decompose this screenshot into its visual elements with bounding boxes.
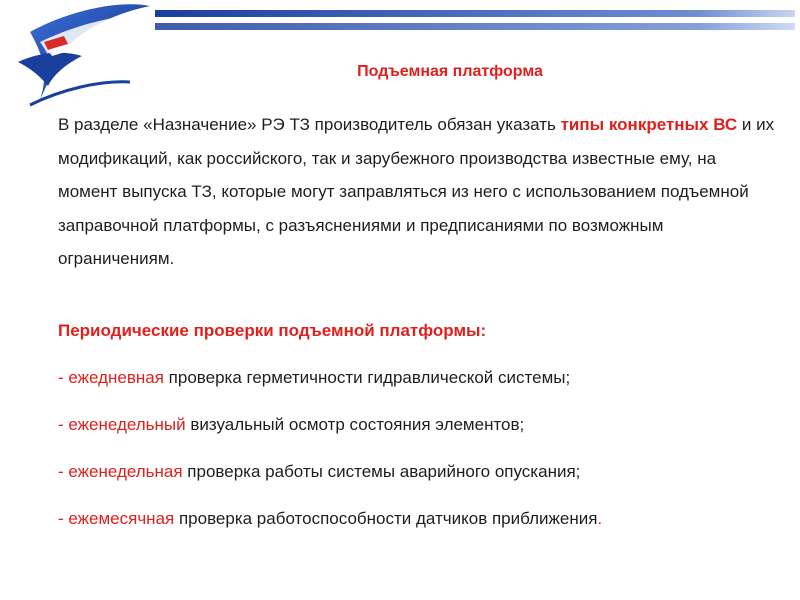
check-description: проверка работы системы аварийного опускания; (182, 462, 581, 481)
check-frequency: - ежемесячная (58, 509, 175, 528)
page-title: Подъемная платформа (357, 63, 543, 80)
intro-text-2: и их модификаций, как российского, так и зарубежного производства известные ему, на момент выпуска ТЗ, которые могут заправляться из него с использованием подъемной заправочной платформы, с разъяснениями и предписаниями по возможным ограничениям. (58, 115, 775, 268)
check-item-monthly (58, 507, 602, 531)
check-item-daily (58, 366, 570, 390)
check-frequency: - еженедельный (58, 415, 186, 434)
intro-highlight: типы конкретных ВС (560, 115, 738, 134)
check-end-mark: . (597, 509, 603, 528)
check-frequency: - еженедельная (58, 462, 183, 481)
check-item-weekly-visual (58, 413, 524, 437)
check-description: проверка работоспособности датчиков приближения (174, 509, 598, 528)
checks-heading: Периодические проверки подъемной платформы: (58, 321, 487, 340)
check-frequency: - ежедневная (58, 368, 164, 387)
check-description: визуальный осмотр состояния элементов; (185, 415, 525, 434)
intro-paragraph (58, 108, 778, 276)
intro-text-1: В разделе «Назначение» РЭ ТЗ производитель обязан указать (58, 115, 561, 134)
check-description: проверка герметичности гидравлической системы; (163, 368, 571, 387)
check-item-weekly-emergency (58, 460, 580, 484)
